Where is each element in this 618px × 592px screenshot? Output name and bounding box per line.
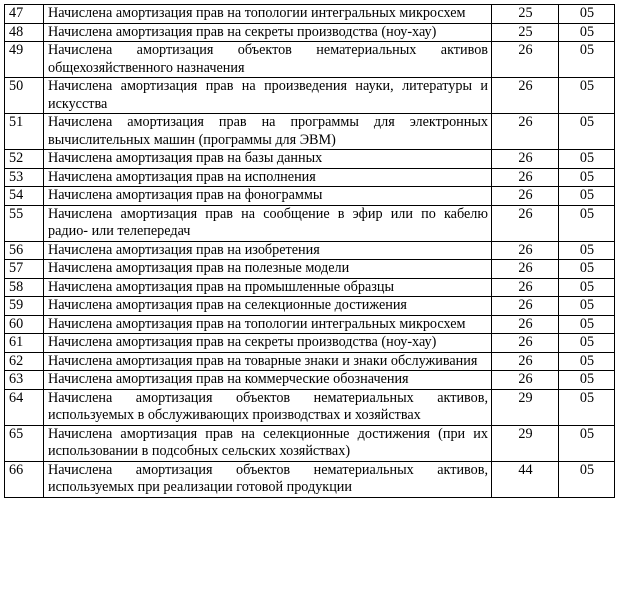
row-number: 52: [5, 150, 44, 169]
entry-description: Начислена амортизация объектов нематериальных активов, используемых при реализации готовой продукции: [44, 461, 492, 497]
debit-account: 26: [492, 352, 559, 371]
entry-description: Начислена амортизация прав на топологии интегральных микросхем: [44, 5, 492, 24]
credit-account: 05: [559, 23, 615, 42]
credit-account: 05: [559, 168, 615, 187]
row-number: 59: [5, 297, 44, 316]
entry-description: Начислена амортизация объектов нематериальных активов, используемых в обслуживающих производствах и хозяйствах: [44, 389, 492, 425]
entry-description: Начислена амортизация прав на коммерческие обозначения: [44, 371, 492, 390]
entry-description: Начислена амортизация прав на программы для электронных вычислительных машин (программы для ЭВМ): [44, 114, 492, 150]
table-body: [5, 5, 615, 498]
credit-account: 05: [559, 42, 615, 78]
debit-account: 29: [492, 425, 559, 461]
debit-account: 25: [492, 23, 559, 42]
table-row: [5, 389, 615, 425]
entry-description: Начислена амортизация прав на сообщение в эфир или по кабелю радио- или телепередач: [44, 205, 492, 241]
credit-account: 05: [559, 114, 615, 150]
accounting-entries-table: [4, 4, 615, 498]
credit-account: 05: [559, 297, 615, 316]
table-row: [5, 78, 615, 114]
debit-account: 26: [492, 260, 559, 279]
entry-description: Начислена амортизация прав на полезные модели: [44, 260, 492, 279]
table-row: [5, 425, 615, 461]
table-row: [5, 241, 615, 260]
table-row: [5, 278, 615, 297]
credit-account: 05: [559, 241, 615, 260]
credit-account: 05: [559, 352, 615, 371]
debit-account: 26: [492, 315, 559, 334]
table-row: [5, 5, 615, 24]
row-number: 58: [5, 278, 44, 297]
table-row: [5, 168, 615, 187]
debit-account: 26: [492, 371, 559, 390]
debit-account: 26: [492, 334, 559, 353]
debit-account: 26: [492, 114, 559, 150]
entry-description: Начислена амортизация прав на произведения науки, литературы и искусства: [44, 78, 492, 114]
table-row: [5, 205, 615, 241]
credit-account: 05: [559, 187, 615, 206]
table-row: [5, 352, 615, 371]
row-number: 60: [5, 315, 44, 334]
credit-account: 05: [559, 371, 615, 390]
table-row: [5, 461, 615, 497]
debit-account: 26: [492, 278, 559, 297]
row-number: 66: [5, 461, 44, 497]
entry-description: Начислена амортизация прав на топологии интегральных микросхем: [44, 315, 492, 334]
entry-description: Начислена амортизация прав на изобретения: [44, 241, 492, 260]
row-number: 65: [5, 425, 44, 461]
row-number: 56: [5, 241, 44, 260]
credit-account: 05: [559, 150, 615, 169]
row-number: 62: [5, 352, 44, 371]
table-row: [5, 334, 615, 353]
debit-account: 26: [492, 168, 559, 187]
row-number: 48: [5, 23, 44, 42]
credit-account: 05: [559, 461, 615, 497]
table-row: [5, 187, 615, 206]
entry-description: Начислена амортизация объектов нематериальных активов общехозяйственного назначения: [44, 42, 492, 78]
debit-account: 26: [492, 42, 559, 78]
debit-account: 44: [492, 461, 559, 497]
credit-account: 05: [559, 315, 615, 334]
entry-description: Начислена амортизация прав на селекционные достижения (при их использовании в подсобных сельских хозяйствах): [44, 425, 492, 461]
row-number: 47: [5, 5, 44, 24]
row-number: 57: [5, 260, 44, 279]
debit-account: 26: [492, 187, 559, 206]
row-number: 64: [5, 389, 44, 425]
debit-account: 25: [492, 5, 559, 24]
entry-description: Начислена амортизация прав на селекционные достижения: [44, 297, 492, 316]
row-number: 55: [5, 205, 44, 241]
credit-account: 05: [559, 334, 615, 353]
debit-account: 26: [492, 241, 559, 260]
entry-description: Начислена амортизация прав на исполнения: [44, 168, 492, 187]
credit-account: 05: [559, 78, 615, 114]
table-row: [5, 297, 615, 316]
debit-account: 26: [492, 297, 559, 316]
debit-account: 26: [492, 150, 559, 169]
row-number: 61: [5, 334, 44, 353]
credit-account: 05: [559, 389, 615, 425]
row-number: 54: [5, 187, 44, 206]
row-number: 51: [5, 114, 44, 150]
row-number: 50: [5, 78, 44, 114]
table-row: [5, 23, 615, 42]
entry-description: Начислена амортизация прав на секреты производства (ноу-хау): [44, 334, 492, 353]
debit-account: 26: [492, 78, 559, 114]
row-number: 53: [5, 168, 44, 187]
table-row: [5, 260, 615, 279]
table-row: [5, 42, 615, 78]
credit-account: 05: [559, 5, 615, 24]
credit-account: 05: [559, 260, 615, 279]
credit-account: 05: [559, 425, 615, 461]
debit-account: 26: [492, 205, 559, 241]
debit-account: 29: [492, 389, 559, 425]
entry-description: Начислена амортизация прав на товарные знаки и знаки обслуживания: [44, 352, 492, 371]
table-row: [5, 114, 615, 150]
credit-account: 05: [559, 278, 615, 297]
table-row: [5, 150, 615, 169]
entry-description: Начислена амортизация прав на фонограммы: [44, 187, 492, 206]
table-row: [5, 315, 615, 334]
entry-description: Начислена амортизация прав на промышленные образцы: [44, 278, 492, 297]
row-number: 49: [5, 42, 44, 78]
credit-account: 05: [559, 205, 615, 241]
entry-description: Начислена амортизация прав на базы данных: [44, 150, 492, 169]
table-row: [5, 371, 615, 390]
row-number: 63: [5, 371, 44, 390]
entry-description: Начислена амортизация прав на секреты производства (ноу-хау): [44, 23, 492, 42]
